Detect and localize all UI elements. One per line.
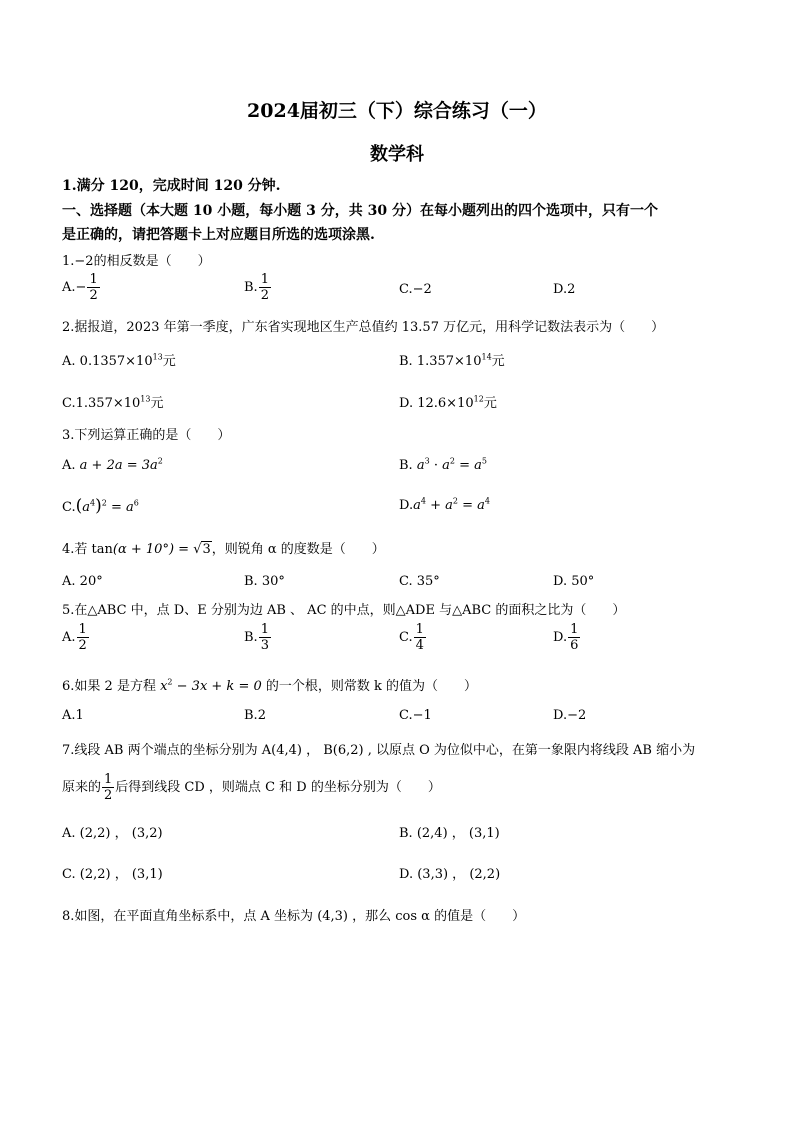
question-2-option-c[interactable]: $C.1.357\times 10^{13}$元 bbox=[62, 394, 164, 411]
subject-title: 数学科 bbox=[370, 144, 424, 165]
question-2-option-b[interactable]: B. $1.357\times 10^{14}$元 bbox=[399, 352, 505, 369]
page-title: 2024届初三（下）综合练习（一） bbox=[247, 100, 547, 122]
section-one-line1: 一、选择题（本大题 10 小题，每小题 3 分，共 30 分）在每小题列出的四个选项中，只有一个 bbox=[62, 203, 658, 219]
question-6-option-a[interactable]: A.1 bbox=[62, 708, 84, 723]
question-6-option-b[interactable]: B.2 bbox=[244, 708, 266, 723]
question-1-option-d[interactable]: D.2 bbox=[553, 282, 576, 297]
question-4-option-d[interactable]: D. 50° bbox=[553, 574, 595, 589]
question-7-option-c[interactable]: C. (2,2) ， (3,1) bbox=[62, 867, 163, 882]
question-7-option-b[interactable]: B. (2,4) ， (3,1) bbox=[399, 826, 500, 841]
question-5-option-d[interactable]: D. $\frac{1}{6}$ bbox=[553, 622, 579, 653]
question-7-option-d[interactable]: D. (3,3) ， (2,2) bbox=[399, 867, 501, 882]
question-4-stem: 4.若 tan(α + 10°) = √3，则锐角 α 的度数是（ ） bbox=[62, 542, 385, 557]
question-4-option-a[interactable]: A. 20° bbox=[62, 574, 103, 589]
question-3-option-b[interactable]: B. $a^3 \cdot a^2 = a^5$ bbox=[399, 456, 487, 473]
question-4-option-c[interactable]: C. 35° bbox=[399, 574, 440, 589]
question-5-stem: 5.在△ABC 中，点 D、E 分别为边 AB 、 AC 的中点，则△ADE 与△ABC 的面积之比为（ ） bbox=[62, 603, 626, 618]
question-5-option-a[interactable]: A. $\frac{1}{2}$ bbox=[62, 622, 87, 653]
question-3-option-d[interactable]: $D.a^4 + a^2 = a^4$ bbox=[399, 496, 490, 513]
question-1-option-c[interactable]: C.−2 bbox=[399, 282, 432, 297]
question-4-option-b[interactable]: B. 30° bbox=[244, 574, 285, 589]
question-1-option-a[interactable]: A.− $\frac{1}{2}$ bbox=[62, 272, 98, 303]
question-5-option-c[interactable]: C. $\frac{1}{4}$ bbox=[399, 622, 424, 653]
section-one-line2: 是正确的，请把答题卡上对应题目所选的选项涂黑. bbox=[62, 227, 375, 243]
question-6-option-d[interactable]: D.−2 bbox=[553, 708, 587, 723]
question-3-option-c[interactable]: $C.(a^4)^2 = a^6$ bbox=[62, 496, 139, 516]
question-5-option-b[interactable]: B. $\frac{1}{3}$ bbox=[244, 622, 269, 653]
question-7-stem-line2: 原来的 $\frac{1}{2}$ 后得到线段 CD ，则端点 C 和 D 的坐标分别为（ ） bbox=[62, 772, 441, 803]
question-2-option-a[interactable]: A. $0.1357\times 10^{13}$元 bbox=[62, 352, 176, 369]
question-3-stem: 3.下列运算正确的是（ ） bbox=[62, 428, 231, 443]
question-7-stem-line1: 7.线段 AB 两个端点的坐标分别为 A(4,4) ， B(6,2) , 以原点 O 为位似中心，在第一象限内将线段 AB 缩小为 bbox=[62, 743, 696, 758]
question-3-option-a[interactable]: A. $a + 2a = 3a^2$ bbox=[62, 456, 163, 473]
question-1-stem: 1.−2的相反数是（ ） bbox=[62, 254, 211, 269]
instruction-score: 1.满分 120，完成时间 120 分钟. bbox=[62, 178, 281, 194]
sqrt-symbol: √3 bbox=[193, 542, 211, 557]
question-6-stem: 6.如果 2 是方程 $x^2 - 3x + k = 0$ 的一个根，则常数 k 的值为（ ） bbox=[62, 677, 478, 694]
question-6-option-c[interactable]: C.−1 bbox=[399, 708, 432, 723]
question-2-stem: 2.据报道，2023 年第一季度，广东省实现地区生产总值约 13.57 万亿元，用科学记数法表示为（ ） bbox=[62, 320, 665, 335]
question-2-option-d[interactable]: D. $12.6\times 10^{12}$元 bbox=[399, 394, 497, 411]
question-8-stem: 8.如图，在平面直角坐标系中，点 A 坐标为 (4,3) ，那么 cos α 的值是（ ） bbox=[62, 909, 526, 924]
question-1-option-b[interactable]: B. $\frac{1}{2}$ bbox=[244, 272, 269, 303]
question-7-option-a[interactable]: A. (2,2) ， (3,2) bbox=[62, 826, 163, 841]
